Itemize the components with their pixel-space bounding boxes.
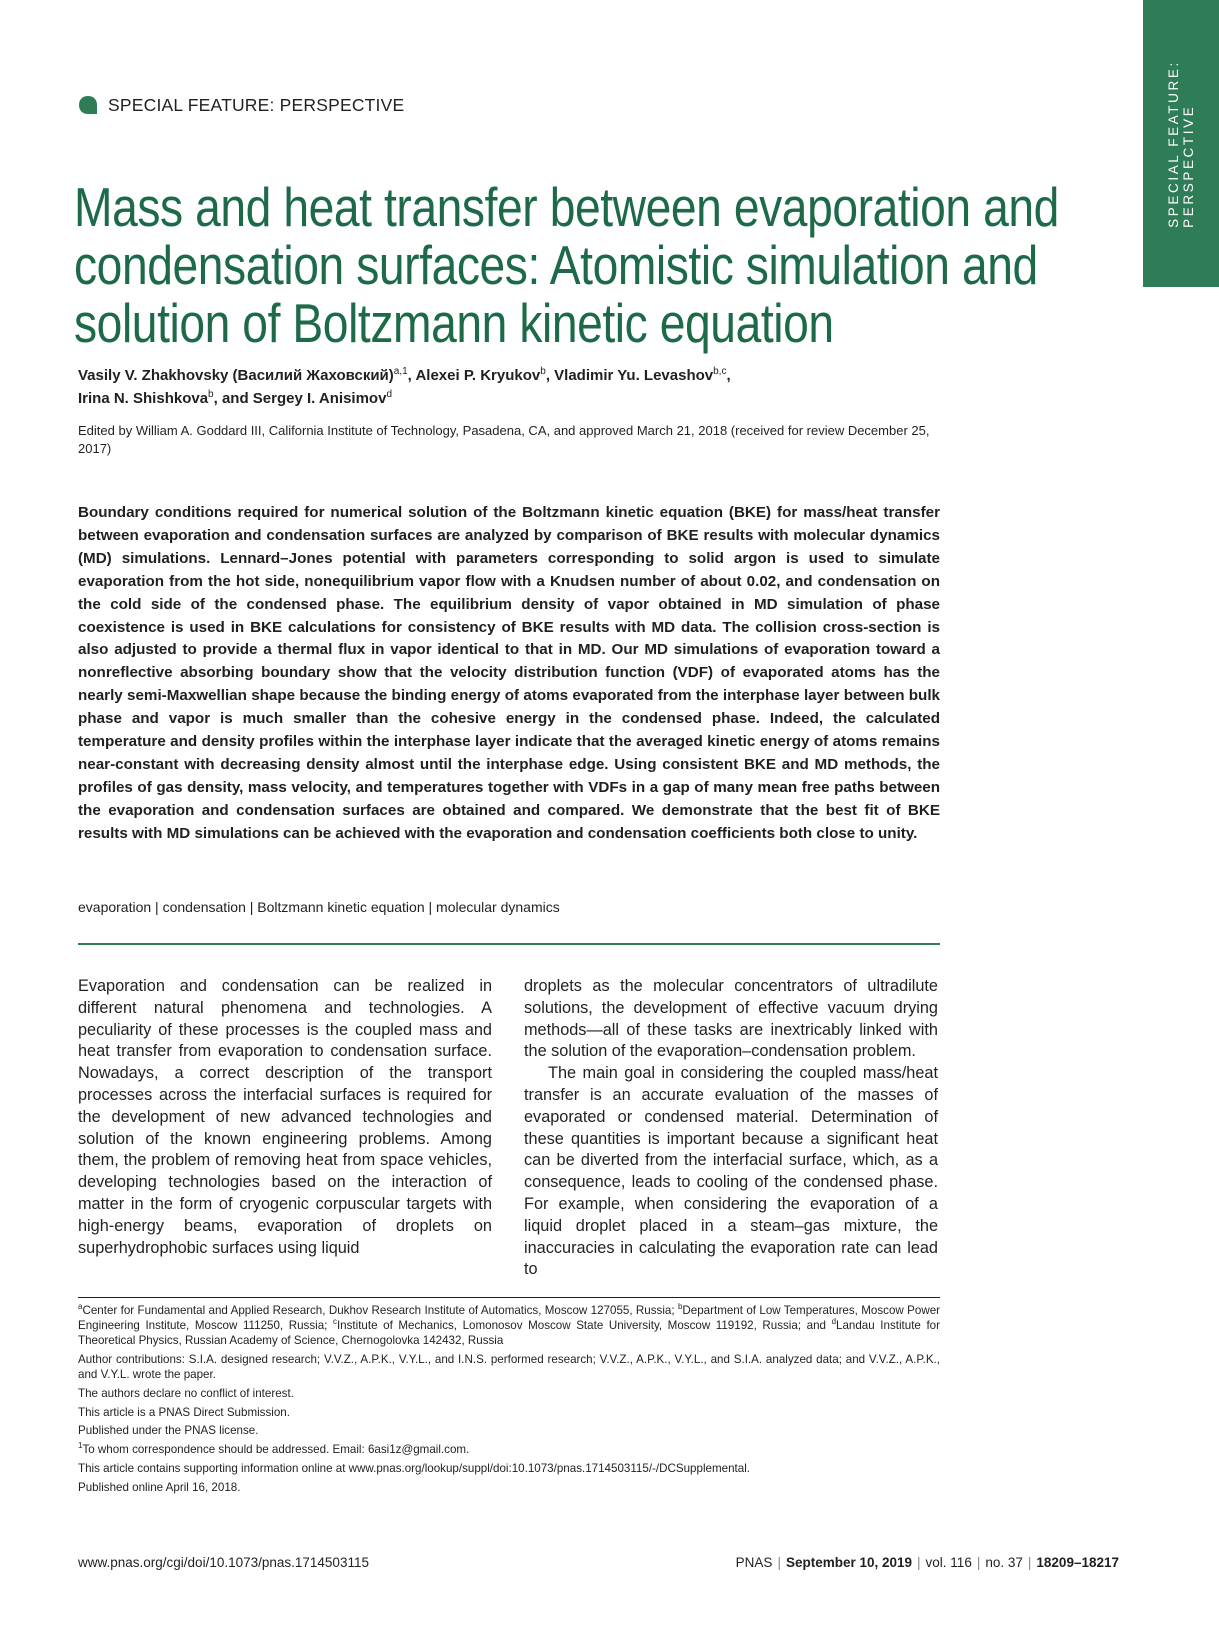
edited-by-note: Edited by William A. Goddard III, California Institute of Technology, Pasadena, CA, and approved March 21, 2018 (received for review December 25, 2017) (78, 423, 930, 456)
author-name: Vladimir Yu. Levashov (554, 367, 714, 384)
body-column-left (78, 976, 492, 1259)
title-line: condensation surfaces: Atomistic simulation and (74, 234, 1038, 296)
leaf-icon (78, 95, 98, 115)
conflict-statement: The authors declare no conflict of interest. (78, 1387, 294, 1401)
author-name: Sergey I. Anisimov (252, 390, 387, 407)
special-feature-side-tab (1143, 0, 1219, 287)
author-affiliation-sup: b,c (713, 366, 727, 377)
abstract: Boundary conditions required for numerical solution of the Boltzmann kinetic equation (BKE) for mass/heat transfer between evaporation and condensation surfaces are analyzed by comparison of BKE results with molecular dynamics (MD) simulations. Lennard–Jones potential with parameters corresponding to solid argon is used to simulate evaporation from the hot side, nonequilibrium vapor flow with a Knudsen number of about 0.02, and condensation on the cold side of the condensed phase. The equilibrium density of vapor obtained in MD simulation of phase coexistence is used in BKE calculations for consistency of BKE results with MD data. The collision cross-section is also adjusted to provide a thermal flux in vapor identical to that in MD. Our MD simulations of evaporation toward a nonreflective absorbing boundary show that the velocity distribution function (VDF) of evaporated atoms has the nearly semi-Maxwellian shape because the binding energy of atoms evaporated from the interphase layer between bulk phase and vapor is much smaller than the cohesive energy in the condensed phase. Indeed, the calculated temperature and density profiles within the interphase layer indicate that the averaged kinetic energy of atoms remains near-constant with decreasing density almost until the interphase edge. Using consistent BKE and MD methods, the profiles of gas density, mass velocity, and temperatures together with VDFs in a gap of many mean free paths between the evaporation and condensation surfaces are obtained and compared. We demonstrate that the best fit of BKE results with MD simulations can be achieved with the evaporation and condensation coefficients both close to unity. (78, 504, 940, 842)
side-tab-label: SPECIAL FEATURE: PERSPECTIVE (1166, 59, 1196, 228)
body-column-right (524, 976, 938, 1281)
article-title (74, 176, 1059, 354)
author-list: Vasily V. Zhakhovsky (Василий Жаховский)$^{a,1}$, Alexei P. Kryukov$^b$, Vladimir Yu. Levashov$^{b,c}$, Irina N. Shishkova$^b$, and Sergey I. Anisimov$^d$ (78, 366, 731, 407)
author-affiliation-sup: d (386, 389, 393, 400)
author-affiliation-sup: b (208, 389, 214, 400)
page-range: 18209–18217 (1036, 1555, 1119, 1570)
issue-date: September 10, 2019 (785, 1555, 913, 1570)
volume: vol. 116 (925, 1555, 972, 1570)
author-name: Alexei P. Kryukov (415, 367, 541, 384)
submission-note: This article is a PNAS Direct Submission. (78, 1405, 290, 1419)
author-affiliation-sup: a,1 (393, 366, 408, 377)
supporting-info-note: This article contains supporting information online at www.pnas.org/lookup/suppl/doi:10.1073/pnas.1714503115/-/DCSupplemental. (78, 1461, 750, 1475)
body-paragraph: droplets as the molecular concentrators of ultradilute solutions, the development of effective vacuum drying methods—all of these tasks are inextricably linked with the solution of the evaporation–condensation problem. (524, 977, 938, 1061)
abstract-divider (78, 943, 940, 945)
section-badge (78, 93, 404, 117)
license-note: Published under the PNAS license. (78, 1424, 259, 1438)
author-affiliation-sup: b (540, 366, 546, 377)
body-paragraph: Evaporation and condensation can be realized in different natural phenomena and technologies. A peculiarity of these processes is the coupled mass and heat transfer from evaporation to condensation surface. Nowadays, a correct description of the transport processes across the interfacial surfaces is required for the development of new advanced technologies and solution of the known engineering problems. Among them, the problem of removing heat from space vehicles, developing technologies based on the interaction of matter in the form of cryogenic corpuscular targets with high-energy beams, evaporation of droplets on superhydrophobic surfaces using liquid (78, 977, 492, 1257)
author-contributions: Author contributions: S.I.A. designed research; V.V.Z., A.P.K., V.Y.L., and I.N.S. performed research; V.V.Z., A.P.K., V.Y.L., and S.I.A. analyzed data; and V.V.Z., A.P.K., and V.Y.L. wrote the paper. (78, 1353, 940, 1382)
body-paragraph: The main goal in considering the coupled mass/heat transfer is an accurate evaluation of the masses of evaporated or condensed material. Determination of these quantities is important because a significant heat can be diverted from the interfacial surface, which, as a consequence, leads to cooling of the condensed phase. For example, when considering the evaporation of a liquid droplet placed in a steam–gas mixture, the inaccuracies in calculating the evaporation rate can lead to (524, 1064, 938, 1279)
correspondence-note: $^1$To whom correspondence should be addressed. Email: 6asi1z@gmail.com. (78, 1441, 470, 1457)
title-line: solution of Boltzmann kinetic equation (74, 292, 834, 354)
footnote-divider (78, 1297, 940, 1298)
author-name: Vasily V. Zhakhovsky (Василий Жаховский) (78, 367, 394, 384)
affiliations: $^a$Center for Fundamental and Applied Research, Dukhov Research Institute of Automatics, Moscow 127055, Russia; $^b$Department of Low Temperatures, Moscow Power Engineering Institute, Moscow 111250, Russia; $^c$Institute of Mechanics, Lomonosov Moscow State University, Moscow 119192, Russia; and $^d$Landau Institute for Theoretical Physics, Russian Academy of Science, Chernogolovka 142432, Russia (78, 1302, 940, 1348)
doi-link[interactable]: www.pnas.org/cgi/doi/10.1073/pnas.1714503115 (78, 1555, 369, 1570)
footnotes (78, 1303, 940, 1498)
section-label: SPECIAL FEATURE: PERSPECTIVE (108, 94, 405, 115)
published-date-note: Published online April 16, 2018. (78, 1480, 241, 1494)
issue-number: no. 37 (985, 1555, 1023, 1570)
citation-footer: PNAS | September 10, 2019 | vol. 116 | no. 37 | 18209–18217 (735, 1555, 1119, 1570)
author-name: Irina N. Shishkova (78, 390, 209, 407)
journal-name: PNAS (735, 1555, 773, 1570)
keywords: evaporation | condensation | Boltzmann kinetic equation | molecular dynamics (78, 899, 560, 915)
title-line: Mass and heat transfer between evaporation and (74, 176, 1059, 238)
